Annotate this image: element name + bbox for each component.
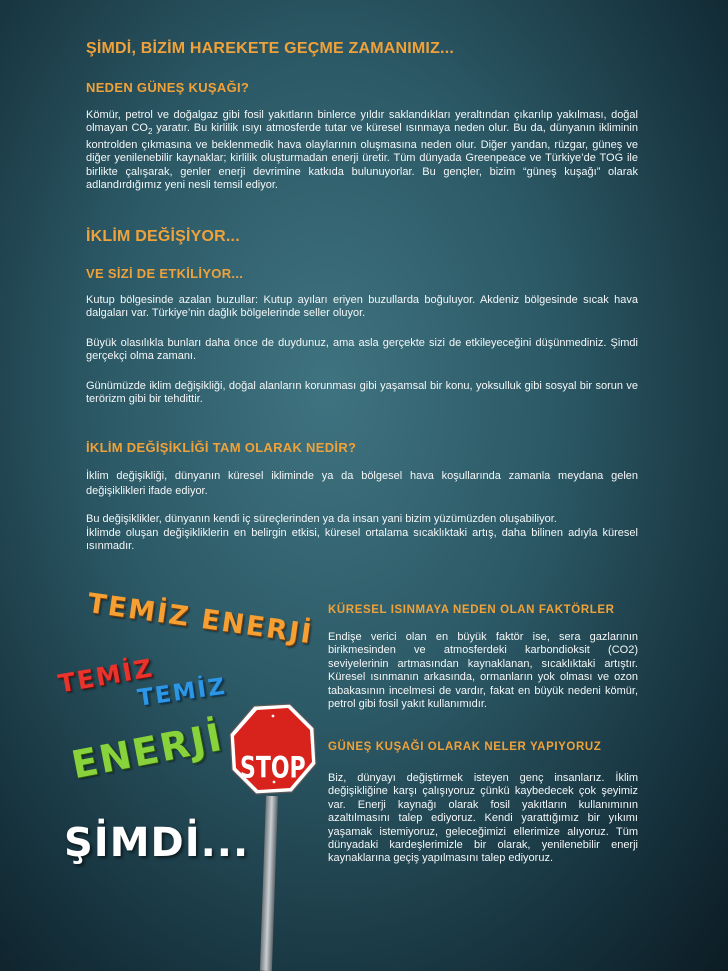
section2-subtitle: VE SİZİ DE ETKİLİYOR...: [86, 266, 244, 281]
right-column-title-1: KÜRESEL ISINMAYA NEDEN OLAN FAKTÖRLER: [328, 604, 615, 616]
section2-paragraph-2: Büyük olasılıkla bunları daha önce de duydunuz, ama asla gerçekte sizi de etkileyeceğini düşünmediniz. Şimdi gerçekçi olma zamanı.: [86, 337, 638, 363]
co2-subscript: 2: [147, 127, 153, 137]
enerji-word: ENERJİ: [68, 714, 227, 788]
section3-title: İKLİM DEĞİŞİKLİĞİ TAM OLARAK NEDİR?: [86, 440, 357, 455]
section2-title: İKLİM DEĞİŞİYOR...: [86, 228, 240, 245]
section2-paragraph-3: Günümüzde iklim değişikliği, doğal alanların korunması gibi yaşamsal bir konu, yoksulluk gibi sosyal bir sorun ve terörizm gibi bir tehdittir.: [86, 380, 638, 406]
simdi-word: ŞİMDİ...: [64, 820, 250, 866]
section1-title: ŞİMDİ, BİZİM HAREKETE GEÇME ZAMANIMIZ...: [86, 40, 454, 57]
section3-paragraph-1: İklim değişikliği, dünyanın küresel ikliminde ya da bölgesel hava koşullarında zamanla meydana gelen değişiklikleri ifade ediyor.: [86, 470, 638, 497]
section3-paragraph-3: İklimde oluşan değişikliklerin en belirgin etkisi, küresel ortalama sıcaklıktaki artış, daha bilinen adıyla küresel ısınmadır.: [86, 527, 638, 553]
stop-sign-icon: [228, 700, 320, 971]
section1-paragraph-part2: yaratır. Bu kirlilik ısıyı atmosferde tutar ve küresel ısınmaya neden olur. Bu da, dünyanın ikliminin kontrolden çıkmasına ve beklenmedik hava olaylarının oluşmasına neden olur. Diğer yandan, rüzgar, güneş ve diğer yenilenebilir kaynaklar; kirlilik oluşturmadan enerji üretir. Tüm dünyada Greenpeace ve Türkiye’de TOG ile birlikte çalışarak, genler enerji devrimine katkıda bulunuyorlar. Bu gençler, bizim “güneş kuşağı” olarak adlandırdığımız yeni nesli temsil ediyor.: [86, 122, 638, 192]
stop-sign-label: STOP: [240, 752, 306, 786]
temiz-enerji-word: TEMİZ ENERJİ: [85, 588, 315, 651]
section2-paragraph-1: Kutup bölgesinde azalan buzullar: Kutup ayıları eriyen buzullarda boğuluyor. Akdeniz bölgesinde sıcak hava dalgaları var. Türkiye’nin dağlık bölgelerinde seller oluyor.: [86, 294, 638, 320]
section1-subtitle: NEDEN GÜNEŞ KUŞAĞI?: [86, 80, 250, 95]
section1-paragraph: [86, 109, 638, 193]
temiz-blue-word: TEMİZ: [136, 673, 229, 712]
temiz-red-word: TEMİZ: [56, 653, 157, 699]
section1-paragraph-part1: Kömür, petrol ve doğalgaz gibi fosil yakıtların binlerce yıldır saklandıkları yeraltından çıkarılıp yakılması, doğal olmayan CO: [86, 109, 638, 135]
section3-paragraph-2: Bu değişiklikler, dünyanın kendi iç süreçlerinden ya da insan yani bizim yüzümüzden oluşabiliyor.: [86, 513, 557, 525]
right-column-paragraph-1: Endişe verici olan en büyük faktör ise, sera gazlarının birikmesinden ve atmosferdeki karbondioksit (CO2) seviyelerinin artmasından kaynaklanan, sıcaklıktaki artıştır. Küresel ısınmanın arkasında, ormanların yok olması ve ozon tabakasının incelmesi de vardır, fakat en büyük nedeni kömür, petrol gibi fosil yakıt kullanımıdır.: [328, 631, 638, 711]
right-column-paragraph-2: Biz, dünyayı değiştirmek isteyen genç insanlarız. İklim değişikliğine karşı çalışıyoruz çünkü kaybedecek çok şeyimiz var. Enerji kaynağı olarak fosil yakıtların kullanımının azaltılmasını talep ediyoruz. Kendi yarattığımız bir yıkımı yaşamak istemiyoruz, geleceğimizi ellerimize alıyoruz. Tüm dünyadaki kardeşlerimizle bir olarak, yenilenebilir enerji kaynaklarına geçiş yapılmasını talep ediyoruz.: [328, 772, 638, 865]
right-column-title-2: GÜNEŞ KUŞAĞI OLARAK NELER YAPIYORUZ: [328, 741, 602, 753]
